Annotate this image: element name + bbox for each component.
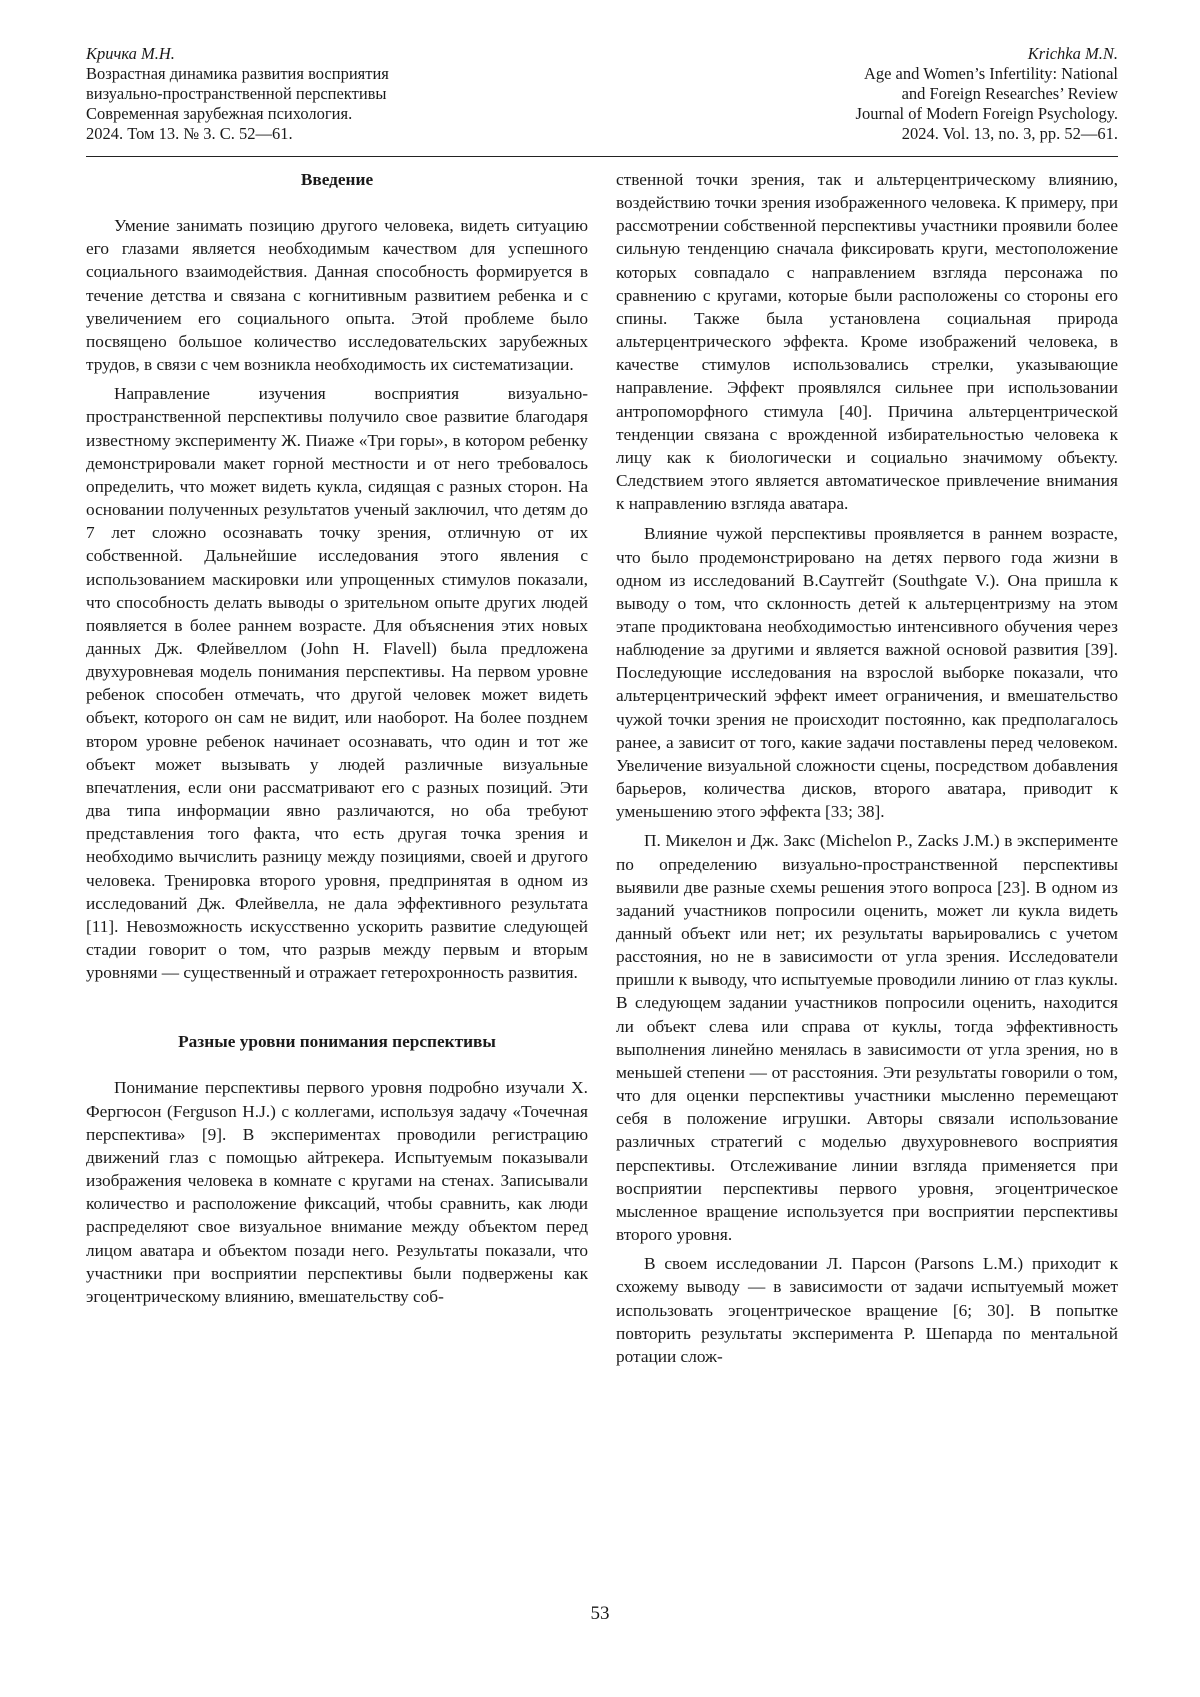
header-right-title-line2: and Foreign Researches’ Review xyxy=(901,84,1118,103)
header-left-title-line2: визуально-пространственной перспективы xyxy=(86,84,387,103)
header-right-title-line1: Age and Women’s Infertility: National xyxy=(863,64,1118,83)
section-heading-perspective-levels: Разные уровни понимания перспективы xyxy=(178,1032,496,1052)
header-divider xyxy=(86,156,1118,157)
header-left-citation: 2024. Том 13. № 3. С. 52—61. xyxy=(86,124,293,143)
paragraph: Умение занимать позицию другого человека, видеть ситуацию его глазами является необходимым качеством для успешного социального взаимодействия. Данная способность формируется в течение детства и связана с когнитивным развитием ребенка и с увеличением его социального опыта. Этой проблеме было посвящено большое количество исследовательских зарубежных трудов, в связи с чем возникла необходимость их систематизации. xyxy=(86,216,588,375)
header-right-journal: Journal of Modern Foreign Psychology. xyxy=(855,104,1118,123)
paragraph: Влияние чужой перспективы проявляется в раннем возрасте, что было продемонстрировано на детях первого года жизни в одном из исследований В.Саутгейт (Southgate V.). Она пришла к выводу о том, что склонность детей к альтерцентризму на этом этапе продиктована необходимостью интенсивного обучения через наблюдение за другими и является важной основой развития [39]. Последующие исследования на взрослой выборке показали, что альтерцентрический эффект имеет ограничения, и вмешательство чужой точки зрения не происходит постоянно, как предполагалось ранее, а зависит от того, какие задачи поставлены перед человеком. Увеличение визуальной сложности сцены, посредством добавления барьеров, количества дисков, второго аватара, приводит к уменьшению этого эффекта [33; 38]. xyxy=(616,524,1118,822)
header-right-author: Krichka M.N. xyxy=(1027,44,1118,63)
header-left-title-line1: Возрастная динамика развития восприятия xyxy=(86,64,389,83)
paragraph: П. Микелон и Дж. Закс (Michelon P., Zacks J.M.) в эксперименте по определению визуально-пространственной перспективы выявили две разные схемы решения этого вопроса [23]. В одном из заданий участников попросили оценить, может ли кукла видеть данный объект или нет; их результаты варьировались с учетом расстояния, но не в зависимости от угла зрения. Исследователи пришли к выводу, что испытуемые проводили линию от глаз куклы. В следующем задании участников попросили оценить, находится ли объект слева или справа от куклы, тогда эффективность выполнения линейно менялась в зависимости от угла зрения, но в меньшей степени — от расстояния. Эти результаты говорили о том, что для оценки перспективы участники мысленно перемещают себя в положение игрушки. Авторы связали использование различных стратегий с моделью двухуровневого восприятия перспективы. Отслеживание линии взгляда применяется при восприятии перспективы первого уровня, эгоцентрическое мысленное вращение используется при восприятии перспективы второго уровня. xyxy=(616,831,1118,1245)
left-column xyxy=(86,168,588,1308)
header-right-block xyxy=(598,44,1118,144)
section-heading-introduction: Введение xyxy=(300,170,374,189)
header-left-journal: Современная зарубежная психология. xyxy=(86,104,353,123)
paragraph-continued: ственной точки зрения, так и альтерцентрическому влиянию, воздействию точки зрения изображенного человека. К примеру, при рассмотрении собственной перспективы участники проявили более сильную тенденцию сначала фиксировать круги, местоположение которых совпадало с направлением взгляда персонажа по сравнению с кругами, которые были расположены со стороны его спины. Также была установлена социальная природа альтерцентрического эффекта. Кроме изображений человека, в качестве стимулов использовались стрелки, указывающие направление. Эффект проявлялся сильнее при использовании антропоморфного стимула [40]. Причина альтерцентрической тенденции связана с врожденной избирательностью человека к лицу как к биологически и социально значимому объекту. Следствием этого является автоматическое привлечение внимания к направлению взгляда аватара. xyxy=(616,170,1118,514)
paragraph: В своем исследовании Л. Парсон (Parsons L.M.) приходит к схожему выводу — в зависимости от задачи испытуемый может использовать эгоцентрическое вращение [6; 30]. В попытке повторить результаты эксперимента Р. Шепарда по ментальной ротации слож- xyxy=(616,1254,1118,1366)
paragraph: Направление изучения восприятия визуально-пространственной перспективы получило свое развитие благодаря известному эксперименту Ж. Пиаже «Три горы», в котором ребенку демонстрировали макет горной местности и от него требовалось определить, что может видеть кукла, сидящая с разных сторон. На основании полученных результатов ученый заключил, что детям до 7 лет сложно осознавать точку зрения, отличную от их собственной. Дальнейшие исследования этого явления с использованием маскировки или упрощенных стимулов показали, что способность делать выводы о зрительном опыте других людей появляется в более раннем возрасте. Для объяснения этих новых данных Дж. Флейвеллом (John H. Flavell) была предложена двухуровневая модель понимания перспективы. На первом уровне ребенок способен отмечать, что другой человек может видеть объект, которого он сам не видит, или наоборот. На более позднем втором уровне ребенок начинает осознавать, что один и тот же объект может вызывать у людей различные визуальные впечатления, если они рассматривают его с разных позиций. Эти два типа информации явно различаются, но оба требуют представления того факта, что есть другая точка зрения и необходимо вычислить разницу между позициями, своей и другого человека. Тренировка второго уровня, предпринятая в одном из исследований Дж. Флейвелла, не дала эффективного результата [11]. Невозможность искусственно ускорить развитие следующей стадии говорит о том, что разрыв между первым и вторым уровнями — существенный и отражает гетерохронность развития. xyxy=(86,384,588,983)
header-left-block xyxy=(86,44,606,144)
page-number: 53 xyxy=(590,1603,610,1624)
right-column xyxy=(616,168,1118,1368)
running-header xyxy=(86,44,1118,152)
header-left-author: Кричка М.Н. xyxy=(86,44,175,63)
header-right-citation: 2024. Vol. 13, no. 3, pp. 52—61. xyxy=(901,124,1118,143)
paragraph: Понимание перспективы первого уровня подробно изучали Х. Фергюсон (Ferguson H.J.) с коллегами, используя задачу «Точечная перспектива» [9]. В экспериментах проводили регистрацию движений глаз с помощью айтрекера. Испытуемым показывали изображения человека в комнате с кругами на стенах. Записывали количество и расположение фиксаций, чтобы сравнить, как люди распределяют свое визуальное внимание между объектом перед лицом аватара и объектом позади него. Результаты показали, что участники при восприятии перспективы были подвержены как эгоцентрическому влиянию, вмешательству соб- xyxy=(86,1078,588,1306)
